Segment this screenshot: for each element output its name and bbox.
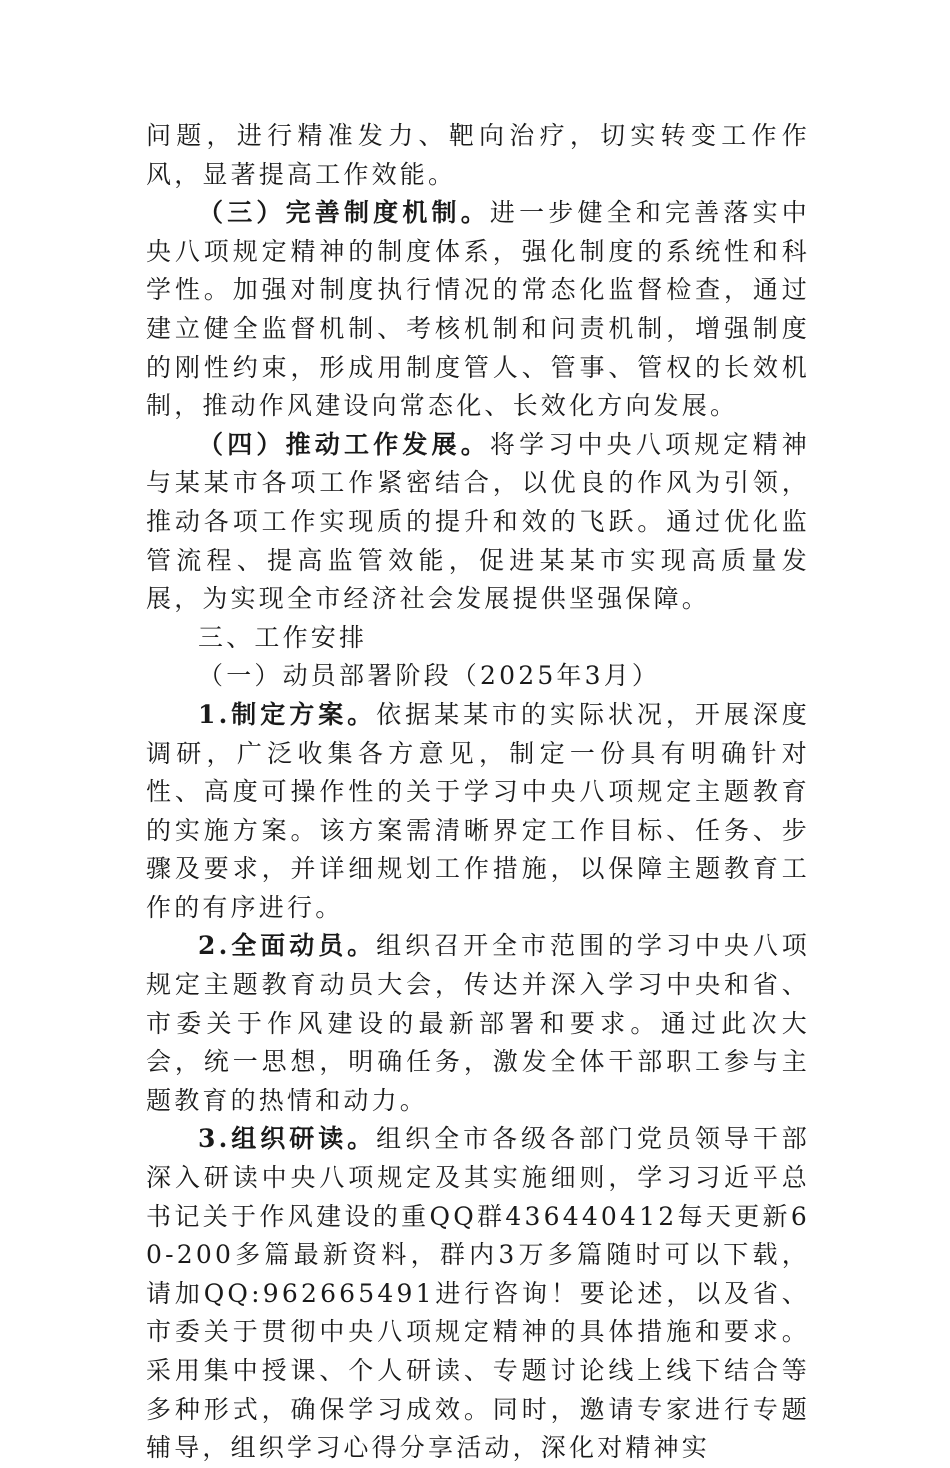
paragraph-body: 将学习中央八项规定精神与某某市各项工作紧密结合，以优良的作风为引领，推动各项工作实现质的提升和效的飞跃。通过优化监管流程、提高监管效能，促进某某市实现高质量发展，为实现全市经济社会发展提供坚强保障。 [146, 429, 810, 614]
paragraph-lead: （三）完善制度机制。 [198, 198, 490, 228]
list-item-study [146, 1120, 810, 1467]
subsection-heading: （一）动员部署阶段（2025年3月） [198, 661, 661, 691]
item-lead: 2.全面动员。 [198, 931, 377, 961]
list-item-plan [146, 696, 810, 928]
paragraph-promote-work [146, 426, 810, 619]
item-body: 组织召开全市范围的学习中央八项规定主题教育动员大会，传达并深入学习中央和省、市委关于作风建设的最新部署和要求。通过此次大会，统一思想，明确任务，激发全体干部职工参与主题教育的热情和动力。 [146, 931, 810, 1115]
item-body: 组织全市各级各部门党员领导干部深入研读中央八项规定及其实施细则，学习习近平总书记关于作风建设的重QQ群436440412每天更新60-200多篇最新资料，群内3万多篇随时可以下载，请加QQ:962665491进行咨询！要论述，以及省、市委关于贯彻中央八项规定精神的具体措施和要求。采用集中授课、个人研读、专题讨论线上线下结合等多种形式，确保学习成效。同时，邀请专家进行专题辅导，组织学习心得分享活动，深化对精神实 [146, 1124, 810, 1463]
paragraph-continued: 问题，进行精准发力、靶向治疗，切实转变工作作风，显著提高工作效能。 [146, 121, 810, 189]
item-lead: 3.组织研读。 [198, 1124, 377, 1154]
list-item-mobilize [146, 927, 810, 1120]
item-body: 依据某某市的实际状况，开展深度调研，广泛收集各方意见，制定一份具有明确针对性、高度可操作性的关于学习中央八项规定主题教育的实施方案。该方案需清晰界定工作目标、任务、步骤及要求，并详细规划工作措施，以保障主题教育工作的有序进行。 [146, 699, 810, 922]
paragraph-lead: （四）推动工作发展。 [198, 429, 490, 459]
paragraph-improve-system [146, 194, 810, 426]
paragraph-body: 进一步健全和完善落实中央八项规定精神的制度体系，强化制度的系统性和科学性。加强对制度执行情况的常态化监督检查，通过建立健全监督机制、考核机制和问责机制，增强制度的刚性约束，形成用制度管人、管事、管权的长效机制，推动作风建设向常态化、长效化方向发展。 [146, 198, 810, 421]
item-lead: 1.制定方案。 [198, 699, 377, 729]
section-heading: 三、工作安排 [198, 622, 368, 652]
